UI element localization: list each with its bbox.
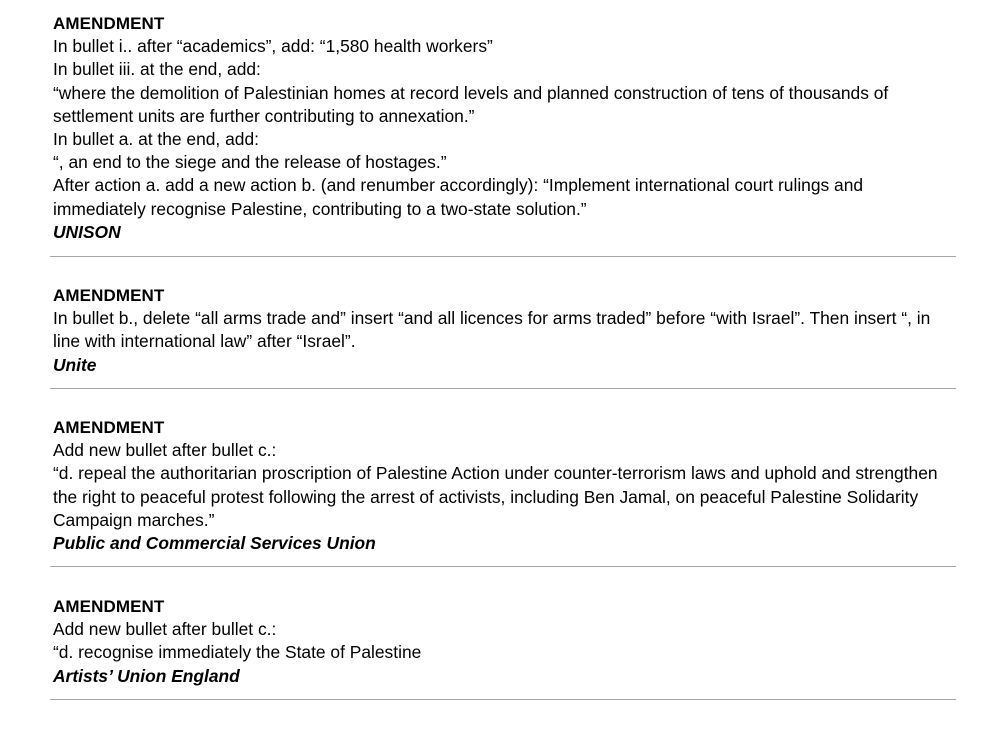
amendment-block [50,595,956,700]
amendment-heading: AMENDMENT [53,597,165,616]
amendment-text-line: “where the demolition of Palestinian homes at record levels and planned construction of tens of thousands of [53,82,889,103]
amendment-submitter: Public and Commercial Services Union [53,533,376,554]
amendment-text-line: In bullet i.. after “academics”, add: “1,580 health workers” [53,36,493,57]
amendment-heading: AMENDMENT [53,418,165,437]
amendment-submitter: Artists’ Union England [53,665,240,686]
amendment-text-line: Add new bullet after bullet c.: [53,619,277,640]
amendment-text-line: After action a. add a new action b. (and renumber accordingly): “Implement international court rulings and [53,175,864,196]
amendment-block [50,284,956,389]
amendment-text-line: settlement units are further contributing to annexation.” [53,105,475,126]
amendment-text-line: line with international law” after “Israel”. [53,331,356,352]
amendment-text-line: In bullet a. at the end, add: [53,129,259,150]
amendment-text-line: In bullet b., delete “all arms trade and” insert “and all licences for arms traded” before “with Israel”. Then insert “, in [53,308,931,329]
amendment-heading: AMENDMENT [53,14,165,33]
amendment-text-line: “, an end to the siege and the release of hostages.” [53,152,447,173]
amendment-text-line: “d. recognise immediately the State of Palestine [53,642,422,663]
amendment-submitter: Unite [53,354,97,375]
amendment-text-line: Campaign marches.” [53,509,215,530]
amendment-text-line: Add new bullet after bullet c.: [53,440,277,461]
amendment-text-line: immediately recognise Palestine, contributing to a two-state solution.” [53,198,587,219]
amendment-block [50,416,956,567]
amendment-submitter: UNISON [53,221,121,242]
amendment-text-line: the right to peaceful protest following the arrest of activists, including Ben Jamal, on peaceful Palestine Solidarity [53,486,919,507]
amendment-text-line: In bullet iii. at the end, add: [53,59,261,80]
amendment-text-line: “d. repeal the authoritarian proscription of Palestine Action under counter-terrorism laws and uphold and strengthen [53,463,938,484]
amendment-heading: AMENDMENT [53,286,165,305]
amendment-block [50,12,956,257]
